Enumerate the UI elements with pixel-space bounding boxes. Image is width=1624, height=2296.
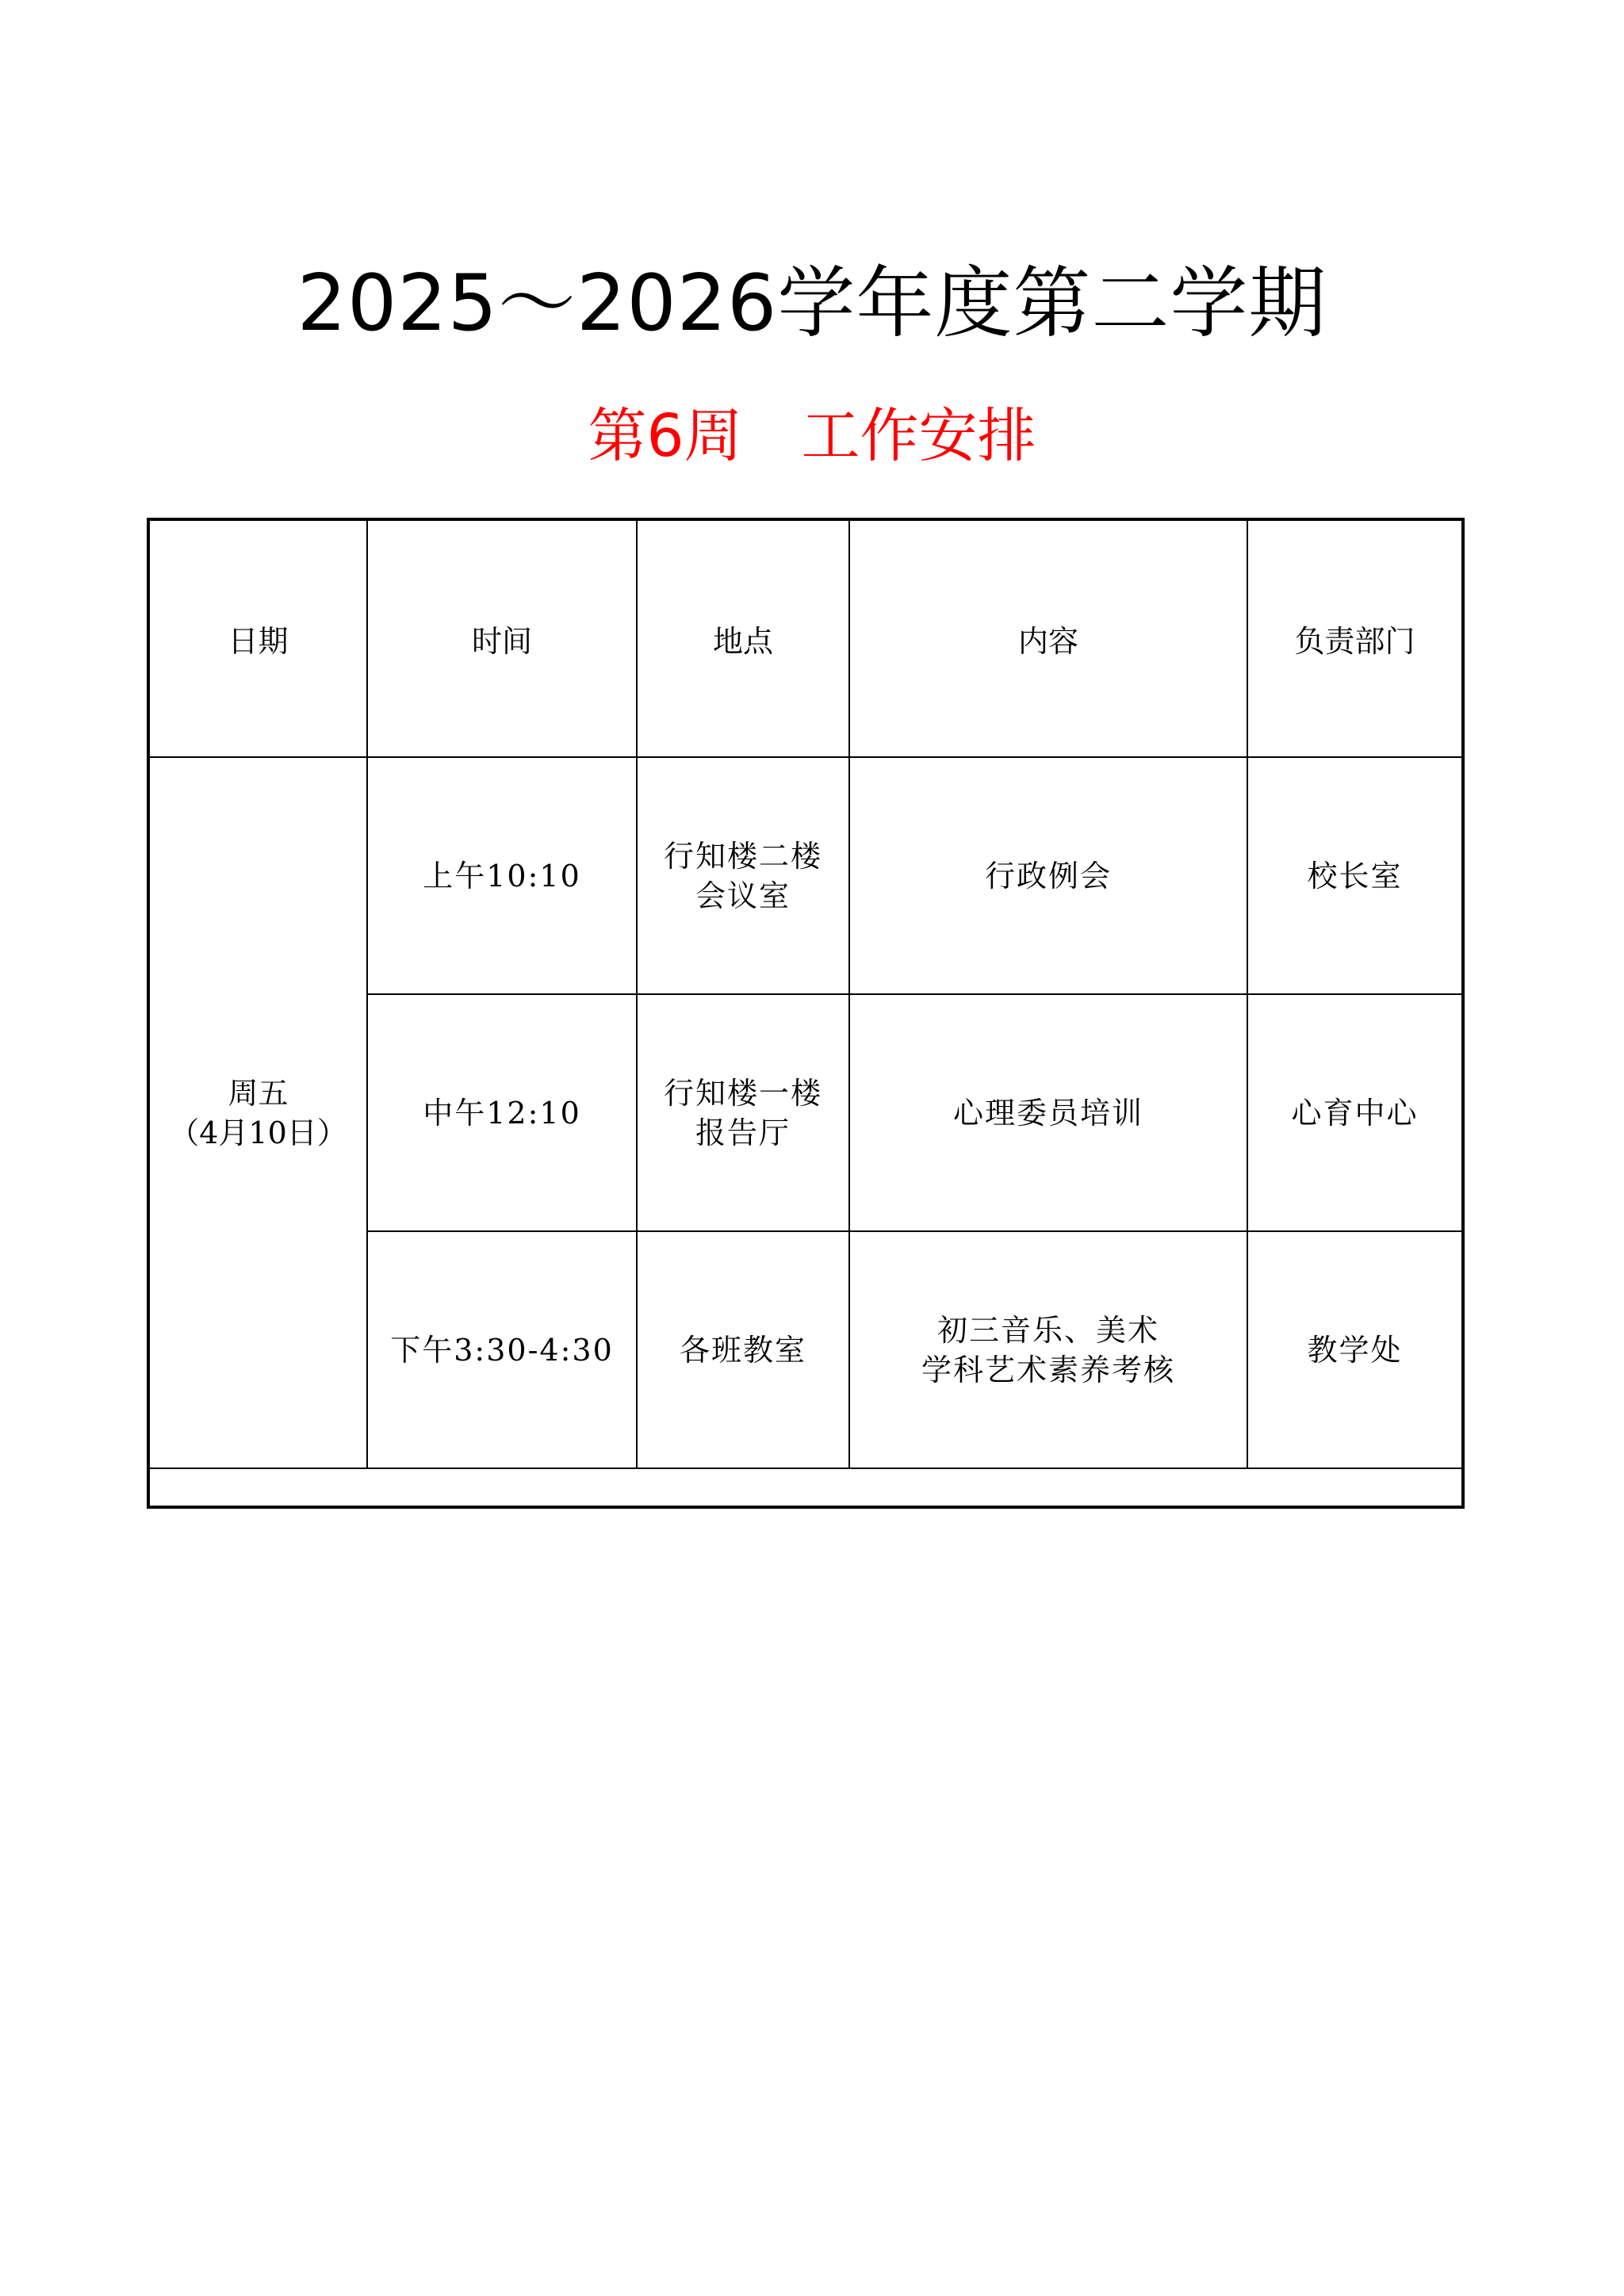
header-time: 时间 (367, 519, 637, 757)
header-row (148, 519, 1463, 757)
header-dept: 负责部门 (1247, 519, 1463, 757)
place-cell (637, 1231, 849, 1468)
table-row (148, 757, 1463, 994)
dept-cell: 心育中心 (1247, 994, 1463, 1231)
time-cell: 上午10:10 (367, 757, 637, 994)
place-line: 各班教室 (679, 1332, 806, 1368)
place-cell (637, 994, 849, 1231)
time-cell: 中午12:10 (367, 994, 637, 1231)
content-cell (849, 994, 1247, 1231)
footer-row (148, 1468, 1463, 1507)
date-cell (148, 757, 367, 1468)
header-content: 内容 (849, 519, 1247, 757)
place-cell (637, 757, 849, 994)
header-date: 日期 (148, 519, 367, 757)
content-line: 心理委员培训 (952, 1095, 1143, 1131)
content-cell (849, 757, 1247, 994)
week-subtitle: 第6周 工作安排 (588, 402, 1036, 470)
footer-empty-cell (148, 1468, 1463, 1507)
place-line: 报告厅 (695, 1115, 791, 1150)
header-place: 地点 (637, 519, 849, 757)
place-line: 行知楼二楼 (663, 838, 822, 874)
place-line: 行知楼一楼 (663, 1075, 822, 1111)
dept-cell: 教学处 (1247, 1231, 1463, 1468)
dept-cell: 校长室 (1247, 757, 1463, 994)
content-line: 行政例会 (984, 858, 1112, 894)
place-line: 会议室 (695, 878, 791, 913)
content-cell (849, 1231, 1247, 1468)
date-weekday: 周五 (228, 1075, 289, 1111)
content-line: 学科艺术素养考核 (921, 1352, 1175, 1387)
document-title: 2025～2026学年度第二学期 (297, 258, 1327, 349)
time-cell: 下午3:30-4:30 (367, 1231, 637, 1468)
content-line: 初三音乐、美术 (936, 1312, 1159, 1348)
date-day: （4月10日） (169, 1115, 347, 1150)
schedule-table (147, 518, 1465, 1509)
